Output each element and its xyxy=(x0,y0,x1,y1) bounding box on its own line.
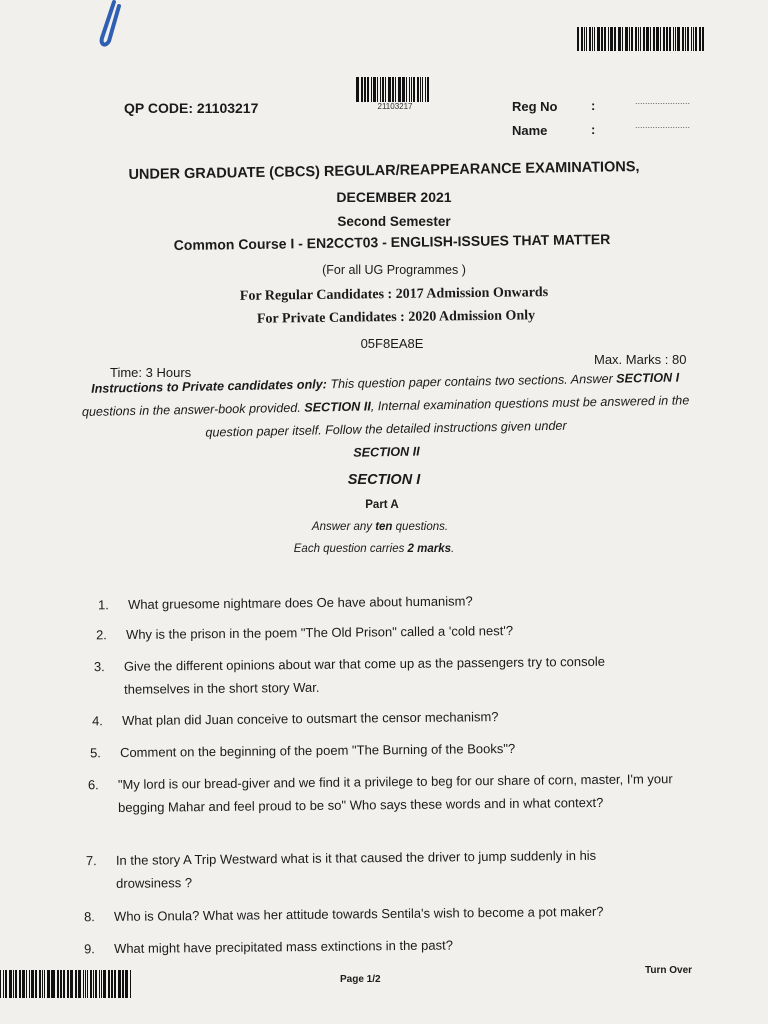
instructions xyxy=(80,366,692,470)
barcode-bar xyxy=(687,27,689,51)
barcode-bar xyxy=(666,27,668,51)
answer-post: questions. xyxy=(392,521,449,533)
question-number: 4. xyxy=(91,713,103,729)
question-2 xyxy=(95,617,706,646)
barcode-bar xyxy=(5,970,6,998)
marks-pre: Each question carries xyxy=(293,543,408,555)
barcode-bar xyxy=(691,27,692,51)
part-title: Part A xyxy=(365,499,399,511)
page-number: Page 1/2 xyxy=(340,974,381,985)
barcode-bar xyxy=(90,970,92,998)
barcode-bar xyxy=(67,970,68,998)
barcode-bar xyxy=(643,27,646,51)
barcode-bar xyxy=(101,970,102,998)
barcode-bar xyxy=(9,970,11,998)
barcode-bar xyxy=(19,970,21,998)
name-field: ...................... xyxy=(635,120,691,130)
barcode-bar xyxy=(380,77,381,102)
question-8 xyxy=(83,899,674,928)
barcode-bar xyxy=(411,77,412,102)
barcode-bar xyxy=(31,970,33,998)
barcode-bar xyxy=(392,77,395,102)
barcode-bar xyxy=(417,77,420,102)
question-6 xyxy=(87,767,690,819)
barcode-bar xyxy=(677,27,680,51)
question-text: What might have precipitated mass extinctions in the past? xyxy=(113,937,453,957)
reg-no-label: Reg No xyxy=(512,99,558,114)
barcode-bar xyxy=(695,27,698,51)
question-text: Why is the prison in the poem "The Old Prison" called a 'cold nest'? xyxy=(125,622,514,643)
question-number: 9. xyxy=(83,941,95,957)
barcode-bar xyxy=(420,77,421,102)
barcode-bar xyxy=(377,77,378,102)
marks-value: 2 marks xyxy=(407,543,452,555)
barcode-bar xyxy=(382,77,384,102)
answer-instruction xyxy=(0,521,764,533)
question-number: 7. xyxy=(85,853,97,869)
barcode-bar xyxy=(76,970,77,998)
barcode-bar xyxy=(75,970,76,998)
barcode-bar xyxy=(83,970,84,998)
barcode-bar xyxy=(51,970,52,998)
barcode-bar xyxy=(0,970,1,998)
marks-instruction xyxy=(0,543,758,555)
barcode-bar xyxy=(15,970,17,998)
question-number: 1. xyxy=(97,597,109,613)
barcode-bar xyxy=(47,970,49,998)
question-number: 5. xyxy=(89,745,101,761)
marks-post: . xyxy=(451,543,455,555)
regular-candidates: For Regular Candidates : 2017 Admission Onwards xyxy=(239,285,549,304)
semester: Second Semester xyxy=(337,214,451,229)
barcode-bar xyxy=(656,27,659,51)
barcode-bar xyxy=(52,970,54,998)
barcode-bar xyxy=(63,970,65,998)
barcode-bar xyxy=(669,27,672,51)
question-text: What plan did Juan conceive to outsmart the censor mechanism? xyxy=(121,709,499,729)
barcode-bar xyxy=(57,970,59,998)
barcode-bar xyxy=(650,27,651,51)
instructions-section-1: SECTION I xyxy=(616,370,680,386)
question-3 xyxy=(93,649,664,701)
question-9 xyxy=(83,931,694,960)
barcode-bar xyxy=(42,970,43,998)
instructions-text-1: This question paper contains two sections. Answer xyxy=(326,371,617,392)
question-text: In the story A Trip Westward what is it that caused the driver to jump suddenly in his drowsiness ? xyxy=(115,847,597,891)
exam-title: UNDER GRADUATE (CBCS) REGULAR/REAPPEARANCE EXAMINATIONS, xyxy=(128,158,640,184)
instructions-text-2: questions in the answer-book provided. xyxy=(81,400,305,419)
barcode-bar xyxy=(406,77,407,102)
barcode-bar xyxy=(395,77,396,102)
question-text: What gruesome nightmare does Oe have about humanism? xyxy=(127,593,473,613)
question-number: 2. xyxy=(95,627,107,643)
instructions-text-3: , Internal examination questions must be answered in the question paper itself. Follow the detailed instructions given under xyxy=(205,393,690,440)
barcode-bar xyxy=(95,970,97,998)
barcode-bar xyxy=(619,27,621,51)
barcode-bar xyxy=(361,77,363,102)
barcode-bar xyxy=(631,27,633,51)
barcode-bar xyxy=(87,970,88,998)
barcode-bar xyxy=(108,970,110,998)
paper-code: 05F8EA8E xyxy=(360,336,424,351)
barcode-bar xyxy=(693,27,694,51)
barcode-bar xyxy=(699,27,701,51)
barcode-bar xyxy=(99,970,101,998)
barcode-bar xyxy=(601,27,603,51)
barcode-bar xyxy=(3,970,4,998)
paper-clip-icon xyxy=(88,0,128,52)
max-marks: Max. Marks : 80 xyxy=(594,352,687,367)
barcode-bar xyxy=(373,77,376,102)
question-text: Give the different opinions about war that come up as the passengers try to console themselves in the short story War. xyxy=(123,653,605,697)
barcode-bar xyxy=(682,27,684,51)
barcode-bar xyxy=(118,970,120,998)
barcode-bar xyxy=(111,970,113,998)
barcode-bar xyxy=(388,77,391,102)
barcode-bar xyxy=(413,77,415,102)
question-7 xyxy=(85,843,662,895)
question-5 xyxy=(89,735,700,764)
barcode-bar xyxy=(577,27,579,51)
barcode-bar xyxy=(592,27,594,51)
barcode-bar xyxy=(78,970,80,998)
barcode-bar xyxy=(364,77,367,102)
barcode-bar xyxy=(85,970,87,998)
private-candidates: For Private Candidates : 2020 Admission Only xyxy=(256,308,536,327)
answer-pre: Answer any xyxy=(311,521,376,533)
barcode-number: 21103217 xyxy=(377,102,413,111)
barcode-bar xyxy=(597,27,600,51)
exam-date: DECEMBER 2021 xyxy=(336,189,452,205)
barcode-bar xyxy=(22,970,24,998)
barcode-bar xyxy=(640,27,641,51)
barcode-bar xyxy=(629,27,630,51)
barcode-bar xyxy=(663,27,665,51)
barcode-bar xyxy=(594,27,595,51)
barcode-bar xyxy=(60,970,62,998)
barcode-bar xyxy=(70,970,72,998)
barcode-bar xyxy=(39,970,41,998)
barcode-bar xyxy=(356,77,359,102)
barcode-bar xyxy=(614,27,616,51)
reg-no-field: ...................... xyxy=(635,96,691,106)
barcode-bar xyxy=(653,27,655,51)
barcode-bar xyxy=(371,77,372,102)
barcode-bar xyxy=(625,27,628,51)
barcode-bar xyxy=(385,77,386,102)
question-number: 8. xyxy=(83,909,95,925)
barcode-bar xyxy=(114,970,116,998)
qp-code: QP CODE: 21103217 xyxy=(124,100,259,116)
name-colon: : xyxy=(591,122,596,137)
turn-over: Turn Over xyxy=(645,965,693,976)
barcode-bar xyxy=(44,970,46,998)
barcode-bar xyxy=(586,27,587,51)
barcode-bar xyxy=(6,970,7,998)
barcode-bar xyxy=(29,970,31,998)
question-1 xyxy=(97,587,708,616)
barcode-bar xyxy=(367,77,369,102)
barcode-bar xyxy=(13,970,15,998)
instructions-section-2-end: SECTION II xyxy=(353,444,420,460)
instructions-lead: Instructions to Private candidates only: xyxy=(90,377,328,396)
barcode-bar xyxy=(610,27,613,51)
barcode-bar xyxy=(427,77,429,102)
instructions-section-2: SECTION II xyxy=(304,399,371,415)
barcode-bottom-left xyxy=(0,970,132,998)
barcode-bar xyxy=(409,77,410,102)
barcode-bar xyxy=(635,27,637,51)
barcode-bar xyxy=(122,970,124,998)
barcode-bar xyxy=(589,27,591,51)
barcode-bar xyxy=(675,27,676,51)
section-title: SECTION I xyxy=(347,472,421,488)
barcode-bar xyxy=(425,77,426,102)
question-text: Who is Onula? What was her attitude towards Sentila's wish to become a pot maker? xyxy=(113,903,604,924)
barcode-bar xyxy=(660,27,661,51)
barcode-top-right xyxy=(577,27,705,51)
barcode-bar xyxy=(398,77,401,102)
barcode-bar xyxy=(125,970,127,998)
barcode-bar xyxy=(402,77,405,102)
barcode-bar xyxy=(646,27,649,51)
question-text: "My lord is our bread-giver and we find it a privilege to beg for our share of corn, master, I'm your begging Mahar and feel proud to be so" Who says these words and in what context? xyxy=(117,771,673,815)
question-number: 6. xyxy=(87,777,99,793)
barcode-bar xyxy=(103,970,105,998)
barcode-bar xyxy=(618,27,619,51)
barcode-bar xyxy=(93,970,94,998)
barcode-bar xyxy=(35,970,37,998)
course-title: Common Course I - EN2CCT03 - ENGLISH-ISSUES THAT MATTER xyxy=(173,230,611,254)
question-4 xyxy=(91,703,702,732)
programmes-note: (For all UG Programmes ) xyxy=(322,263,466,277)
time-allowed: Time: 3 Hours xyxy=(110,365,192,380)
reg-no-colon: : xyxy=(591,98,596,113)
question-number: 3. xyxy=(93,659,105,675)
barcode-bar xyxy=(581,27,583,51)
barcode-bar xyxy=(68,970,69,998)
barcode-bar xyxy=(604,27,606,51)
barcode-bar xyxy=(622,27,623,51)
name-label: Name xyxy=(512,123,548,138)
barcode-bar xyxy=(422,77,423,102)
barcode-bar xyxy=(608,27,609,51)
barcode-bar xyxy=(685,27,686,51)
barcode-bar xyxy=(702,27,704,51)
question-text: Comment on the beginning of the poem "The Burning of the Books"? xyxy=(119,740,516,761)
barcode-bar xyxy=(673,27,674,51)
answer-count: ten xyxy=(375,521,393,533)
barcode-center xyxy=(356,77,430,102)
barcode-bar xyxy=(584,27,585,51)
barcode-bar xyxy=(130,970,132,998)
barcode-bar xyxy=(638,27,639,51)
barcode-bar xyxy=(26,970,27,998)
